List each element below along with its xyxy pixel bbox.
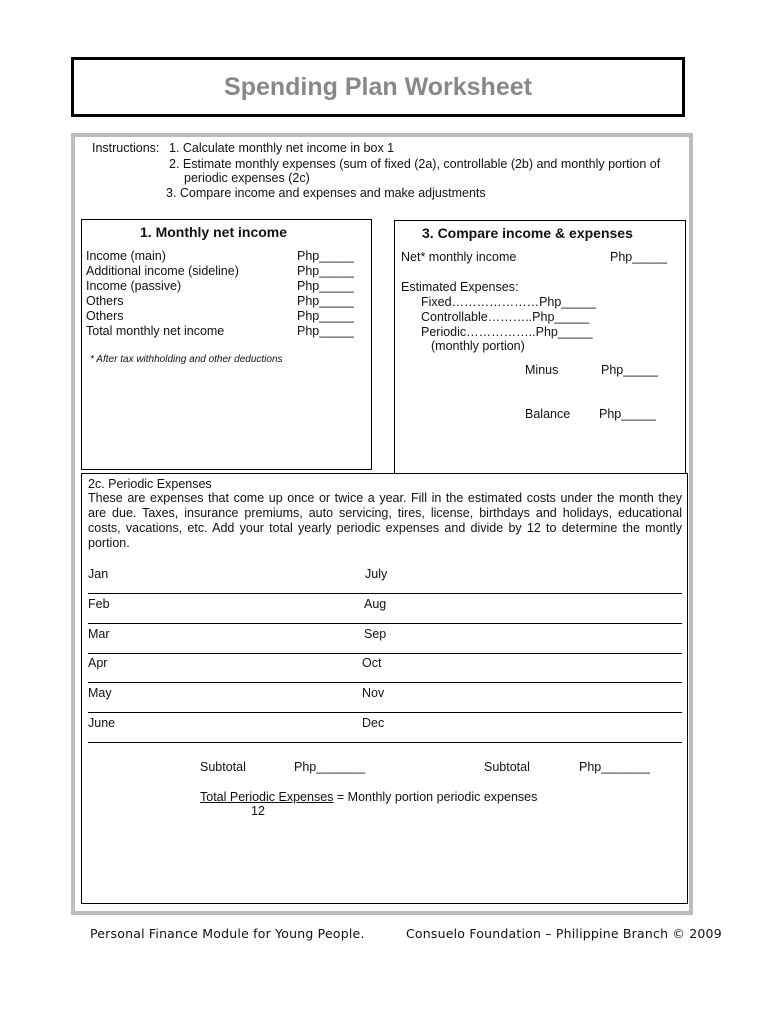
periodic-expenses-heading: 2c. Periodic Expenses	[88, 477, 212, 491]
month-entry-line[interactable]	[88, 712, 682, 713]
month-entry-line[interactable]	[88, 742, 682, 743]
subtotal-right-label: Subtotal	[484, 760, 530, 774]
month-label: Apr	[88, 656, 108, 670]
divisor: 12	[251, 804, 265, 818]
income-row-value[interactable]: Php_____	[297, 249, 355, 263]
footer-left: Personal Finance Module for Young People.	[90, 926, 365, 941]
balance-value[interactable]: Php_____	[599, 407, 657, 421]
instruction-2: 2. Estimate monthly expenses (sum of fixed (2a), controllable (2b) and monthly portion of	[169, 157, 661, 171]
controllable-expenses-row[interactable]: Controllable………..Php_____	[421, 310, 590, 324]
month-label: Mar	[88, 627, 110, 641]
net-income-value[interactable]: Php_____	[610, 250, 668, 264]
instruction-2b: periodic expenses (2c)	[184, 171, 310, 185]
periodic-expenses-description: These are expenses that come up once or twice a year. Fill in the estimated costs under the month they are due. Taxes, insurance premiums, auto servicing, tires, license, birthdays and holidays, educational costs, vacations, etc. Add your total yearly periodic expenses and divide by 12 to determine the montly portion.	[88, 491, 682, 550]
footer-right: Consuelo Foundation – Philippine Branch © 2009	[406, 926, 722, 941]
monthly-net-income-title: 1. Monthly net income	[140, 224, 288, 240]
month-entry-line[interactable]	[88, 623, 682, 624]
minus-value[interactable]: Php_____	[601, 363, 659, 377]
month-entry-line[interactable]	[88, 682, 682, 683]
month-label: Feb	[88, 597, 110, 611]
income-row-label: Others	[86, 309, 124, 323]
month-label: Jan	[88, 567, 109, 581]
compare-title: 3. Compare income & expenses	[422, 225, 633, 241]
month-label: June	[88, 716, 116, 730]
income-row-label: Additional income (sideline)	[86, 264, 239, 278]
instruction-3: 3. Compare income and expenses and make adjustments	[166, 186, 486, 200]
month-label: July	[365, 567, 388, 581]
balance-label: Balance	[525, 407, 571, 421]
estimated-expenses-label: Estimated Expenses:	[401, 280, 519, 294]
income-row-label: Others	[86, 294, 124, 308]
income-row-label: Total monthly net income	[86, 324, 225, 338]
month-label: Nov	[362, 686, 385, 700]
net-income-label: Net* monthly income	[401, 250, 517, 264]
income-row-value[interactable]: Php_____	[297, 264, 355, 278]
income-row-value[interactable]: Php_____	[297, 279, 355, 293]
income-row-value[interactable]: Php_____	[297, 294, 355, 308]
month-label: May	[88, 686, 112, 700]
subtotal-right-value[interactable]: Php_______	[579, 760, 650, 774]
page-title: Spending Plan Worksheet	[224, 72, 532, 101]
subtotal-left-value[interactable]: Php_______	[294, 760, 365, 774]
income-row-value[interactable]: Php_____	[297, 324, 355, 338]
month-label: Oct	[362, 656, 382, 670]
month-label: Sep	[364, 627, 387, 641]
income-note: * After tax withholding and other deductions	[90, 354, 283, 365]
title-box	[71, 57, 685, 117]
subtotal-left-label: Subtotal	[200, 760, 246, 774]
minus-label: Minus	[525, 363, 559, 377]
total-periodic-label: Total Periodic Expenses	[200, 790, 334, 804]
month-label: Aug	[364, 597, 387, 611]
periodic-expenses-row[interactable]: Periodic……………..Php_____	[421, 325, 593, 339]
month-entry-line[interactable]	[88, 593, 682, 594]
income-row-label: Income (main)	[86, 249, 166, 263]
monthly-portion-label: (monthly portion)	[431, 339, 525, 353]
total-formula-rest: = Monthly portion periodic expenses	[333, 790, 538, 804]
income-row-value[interactable]: Php_____	[297, 309, 355, 323]
instructions-label: Instructions:	[92, 141, 160, 155]
month-label: Dec	[362, 716, 385, 730]
total-formula	[200, 790, 537, 805]
month-entry-line[interactable]	[88, 653, 682, 654]
income-row-label: Income (passive)	[86, 279, 182, 293]
instruction-1: 1. Calculate monthly net income in box 1	[169, 141, 395, 155]
fixed-expenses-row[interactable]: Fixed…………………Php_____	[421, 295, 597, 309]
